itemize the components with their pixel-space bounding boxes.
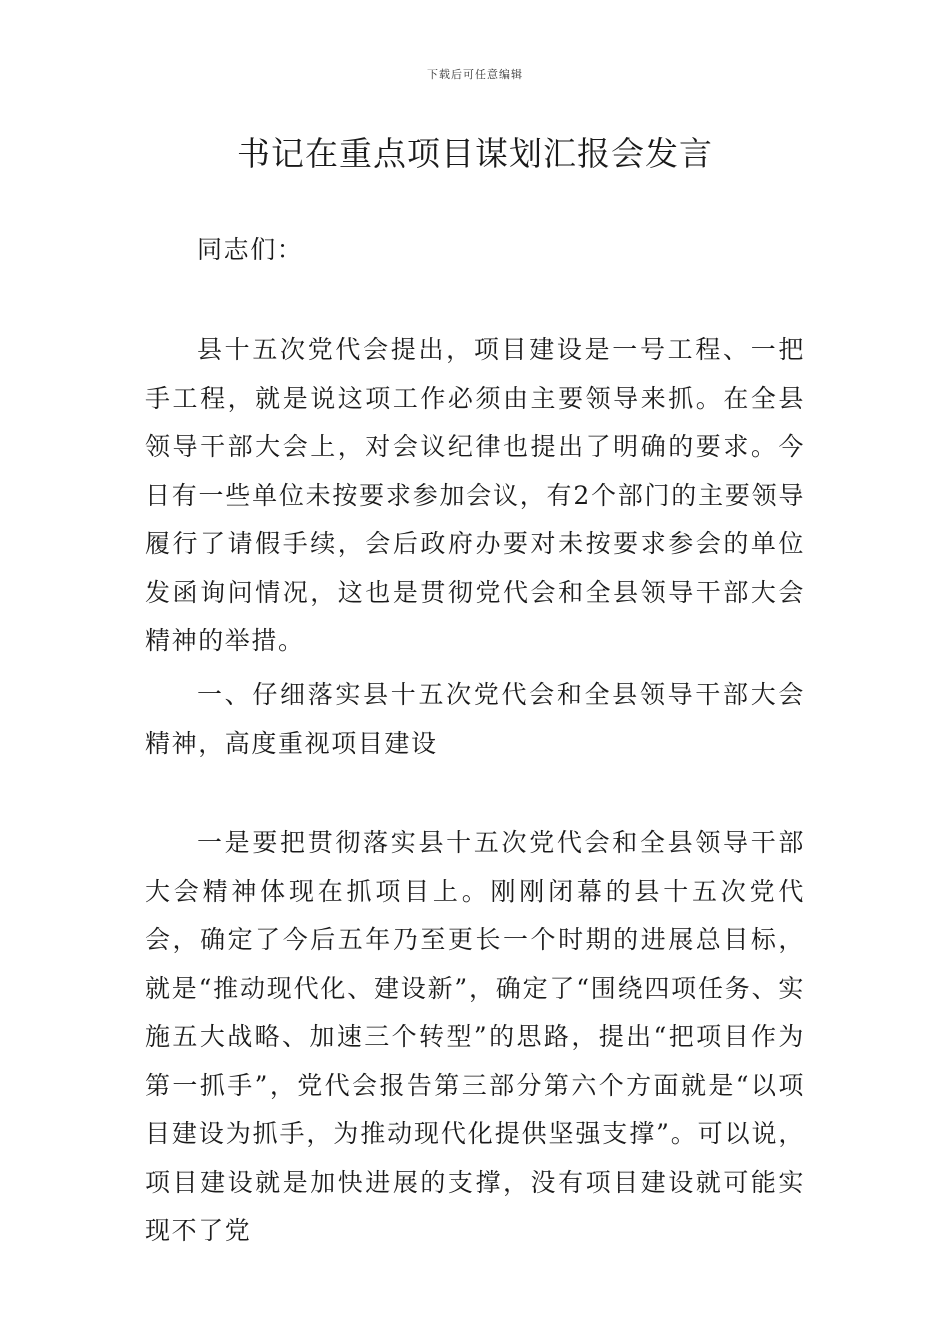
- paragraph-1: 县十五次党代会提出，项目建设是一号工程、一把手工程，就是说这项工作必须由主要领导来抓。在全县领导干部大会上，对会议纪律也提出了明确的要求。今日有一些单位未按要求参加会议，有2个部门的主要领导履行了请假手续，会后政府办要对未按要求参会的单位发函询问情况，这也是贯彻党代会和全县领导干部大会精神的举措。: [145, 335, 805, 655]
- salutation: 同志们：: [197, 235, 304, 264]
- paragraph-2: 一是要把贯彻落实县十五次党代会和全县领导干部大会精神体现在抓项目上。刚刚闭幕的县十五次党代会，确定了今后五年乃至更长一个时期的进展总目标，就是“推动现代化、建设新”，确定了“围绕四项任务、实施五大战略、加速三个转型”的思路，提出“把项目作为第一抓手”，党代会报告第三部分第六个方面就是“以项目建设为抓手，为推动现代化提供坚强支撑”。可以说，项目建设就是加快进展的支撑，没有项目建设就可能实现不了党: [145, 828, 805, 1245]
- section-heading-1: 一、仔细落实县十五次党代会和全县领导干部大会精神，高度重视项目建设: [145, 680, 805, 758]
- header-note: 下载后可任意编辑: [427, 68, 523, 81]
- document-title: 书记在重点项目谋划汇报会发言: [237, 134, 713, 173]
